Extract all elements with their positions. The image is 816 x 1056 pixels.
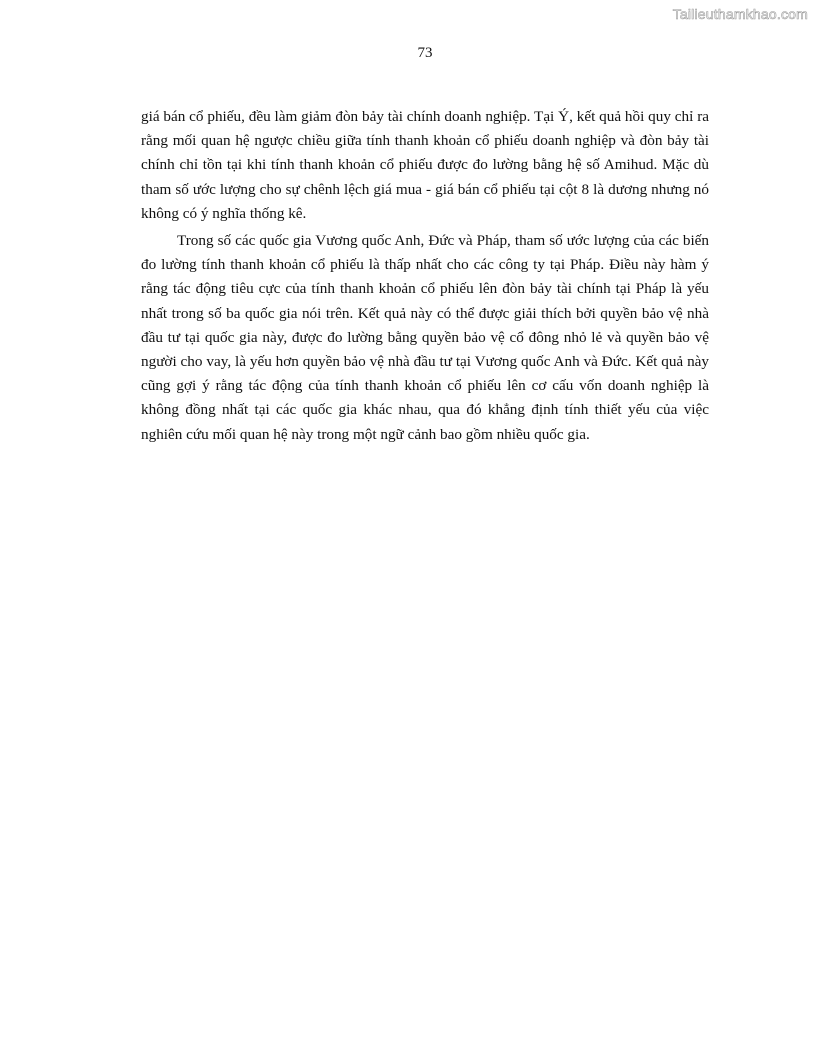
paragraph: giá bán cổ phiếu, đều làm giảm đòn bảy tài chính doanh nghiệp. Tại Ý, kết quả hồi quy chỉ ra rằng mối quan hệ ngược chiều giữa tính thanh khoản cổ phiếu doanh nghiệp và đòn bảy tài chính chỉ tồn tại khi tính thanh khoản cổ phiếu được đo lường bằng hệ số Amihud. Mặc dù tham số ước lượng cho sự chênh lệch giá mua - giá bán cổ phiếu tại cột 8 là dương nhưng nó không có ý nghĩa thống kê.	[141, 108, 709, 222]
page-number: 73	[417, 45, 433, 61]
paragraph: Trong số các quốc gia Vương quốc Anh, Đức và Pháp, tham số ước lượng của các biến đo lường tính thanh khoản cổ phiếu là thấp nhất cho các công ty tại Pháp. Điều này hàm ý rằng tác động tiêu cực của tính thanh khoản cổ phiếu lên đòn bảy tài chính tại Pháp là yếu nhất trong số ba quốc gia nói trên. Kết quả này có thể được giải thích bởi quyền bảo vệ nhà đầu tư tại quốc gia này, được đo lường bằng quyền bảo vệ cổ đông nhỏ lẻ và quyền bảo vệ người cho vay, là yếu hơn quyền bảo vệ nhà đầu tư tại Vương quốc Anh và Đức. Kết quả này cũng gợi ý rằng tác động của tính thanh khoản cổ phiếu lên cơ cấu vốn doanh nghiệp là không đồng nhất tại các quốc gia khác nhau, qua đó khẳng định tính thiết yếu của việc nghiên cứu mối quan hệ này trong một ngữ cảnh bao gồm nhiều quốc gia.	[141, 232, 709, 443]
watermark: Tailieuthamkhao.com	[672, 6, 808, 22]
body-text	[141, 105, 709, 450]
